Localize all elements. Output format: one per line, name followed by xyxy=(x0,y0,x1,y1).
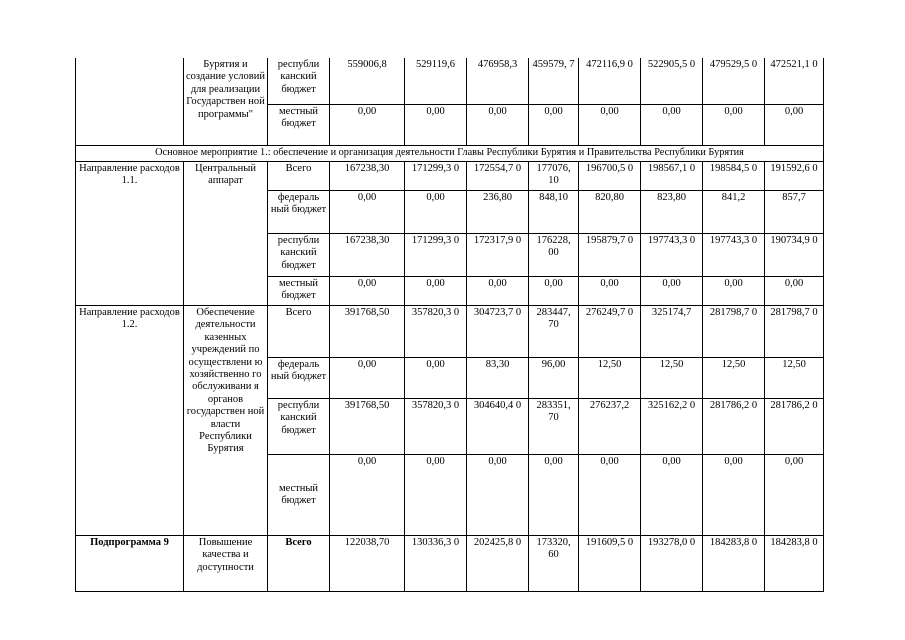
cell-value: 472521,1 0 xyxy=(765,58,824,105)
cell-value: 190734,9 0 xyxy=(765,234,824,277)
cell-budget: Всего xyxy=(268,162,330,191)
cell-value: 176228, 00 xyxy=(529,234,579,277)
cell-value: 325174,7 xyxy=(641,306,703,358)
cell-value: 167238,30 xyxy=(330,234,405,277)
cell-value: 0,00 xyxy=(330,358,405,399)
cell-value: 0,00 xyxy=(467,455,529,536)
cell-value: 0,00 xyxy=(405,277,467,306)
cell-value: 0,00 xyxy=(405,455,467,536)
cell-description: Повышение качества и доступности xyxy=(184,536,268,592)
cell-direction: Направление расходов 1.1. xyxy=(76,162,184,306)
cell-budget: федераль ный бюджет xyxy=(268,358,330,399)
cell-value: 559006,8 xyxy=(330,58,405,105)
cell-value: 281786,2 0 xyxy=(765,399,824,455)
cell-value: 184283,8 0 xyxy=(765,536,824,592)
cell-value: 848,10 xyxy=(529,191,579,234)
cell-value: 0,00 xyxy=(579,455,641,536)
cell-value: 0,00 xyxy=(641,277,703,306)
cell-budget: Всего xyxy=(268,536,330,592)
cell-value: 0,00 xyxy=(529,277,579,306)
section-row xyxy=(76,146,824,162)
cell-value: 522905,5 0 xyxy=(641,58,703,105)
cell-value: 0,00 xyxy=(765,455,824,536)
cell-description: Центральный аппарат xyxy=(184,162,268,306)
cell-value: 0,00 xyxy=(529,105,579,146)
cell-budget: Всего xyxy=(268,306,330,358)
cell-value: 479529,5 0 xyxy=(703,58,765,105)
cell-value: 0,00 xyxy=(467,277,529,306)
cell-value: 304640,4 0 xyxy=(467,399,529,455)
cell-value: 0,00 xyxy=(405,105,467,146)
cell-value: 12,50 xyxy=(765,358,824,399)
cell-budget: местный бюджет xyxy=(268,105,330,146)
cell-value: 12,50 xyxy=(703,358,765,399)
cell-value: 173320, 60 xyxy=(529,536,579,592)
cell-value: 12,50 xyxy=(641,358,703,399)
cell-value: 197743,3 0 xyxy=(703,234,765,277)
cell-value: 0,00 xyxy=(703,277,765,306)
cell-value: 823,80 xyxy=(641,191,703,234)
cell-value: 0,00 xyxy=(765,105,824,146)
table-row xyxy=(76,162,824,191)
cell-value: 391768,50 xyxy=(330,306,405,358)
cell-value: 459579, 7 xyxy=(529,58,579,105)
cell-value: 177076, 10 xyxy=(529,162,579,191)
cell-value: 198584,5 0 xyxy=(703,162,765,191)
cell-value: 304723,7 0 xyxy=(467,306,529,358)
cell-value: 0,00 xyxy=(579,277,641,306)
cell-value: 0,00 xyxy=(330,191,405,234)
cell-value: 857,7 xyxy=(765,191,824,234)
cell-value: 184283,8 0 xyxy=(703,536,765,592)
cell-value: 281798,7 0 xyxy=(703,306,765,358)
cell-value: 0,00 xyxy=(529,455,579,536)
cell-value: 0,00 xyxy=(579,105,641,146)
section-title: Основное мероприятие 1.: обеспечение и организация деятельности Главы Республики Бурятия и Правительства Республики Бурятия xyxy=(76,146,824,162)
cell-value: 391768,50 xyxy=(330,399,405,455)
cell-value: 171299,3 0 xyxy=(405,162,467,191)
cell-value: 202425,8 0 xyxy=(467,536,529,592)
cell-value: 197743,3 0 xyxy=(641,234,703,277)
table-row xyxy=(76,306,824,358)
cell-value: 0,00 xyxy=(405,358,467,399)
cell-value: 357820,3 0 xyxy=(405,399,467,455)
cell-value: 195879,7 0 xyxy=(579,234,641,277)
cell-value: 0,00 xyxy=(765,277,824,306)
budget-table xyxy=(75,58,824,592)
cell-budget: местный бюджет xyxy=(268,455,330,536)
cell-value: 172317,9 0 xyxy=(467,234,529,277)
cell-value: 12,50 xyxy=(579,358,641,399)
cell-empty xyxy=(76,58,184,146)
cell-budget: республи канский бюджет xyxy=(268,234,330,277)
cell-value: 276249,7 0 xyxy=(579,306,641,358)
cell-value: 130336,3 0 xyxy=(405,536,467,592)
cell-value: 198567,1 0 xyxy=(641,162,703,191)
cell-value: 191592,6 0 xyxy=(765,162,824,191)
cell-value: 325162,2 0 xyxy=(641,399,703,455)
cell-value: 236,80 xyxy=(467,191,529,234)
cell-value: 0,00 xyxy=(703,105,765,146)
cell-value: 841,2 xyxy=(703,191,765,234)
cell-value: 96,00 xyxy=(529,358,579,399)
cell-value: 276237,2 xyxy=(579,399,641,455)
cell-value: 0,00 xyxy=(641,455,703,536)
cell-value: 0,00 xyxy=(405,191,467,234)
cell-direction: Направление расходов 1.2. xyxy=(76,306,184,536)
cell-description: Бурятия и создание условий для реализации Государствен ной программы" xyxy=(184,58,268,146)
cell-budget: федераль ный бюджет xyxy=(268,191,330,234)
cell-value: 0,00 xyxy=(330,455,405,536)
cell-value: 122038,70 xyxy=(330,536,405,592)
cell-value: 0,00 xyxy=(467,105,529,146)
cell-value: 193278,0 0 xyxy=(641,536,703,592)
cell-value: 0,00 xyxy=(330,105,405,146)
cell-value: 281798,7 0 xyxy=(765,306,824,358)
cell-value: 820,80 xyxy=(579,191,641,234)
cell-value: 0,00 xyxy=(641,105,703,146)
cell-value: 0,00 xyxy=(703,455,765,536)
cell-value: 476958,3 xyxy=(467,58,529,105)
cell-value: 167238,30 xyxy=(330,162,405,191)
cell-value: 0,00 xyxy=(330,277,405,306)
table-row xyxy=(76,58,824,105)
cell-value: 171299,3 0 xyxy=(405,234,467,277)
cell-value: 357820,3 0 xyxy=(405,306,467,358)
cell-value: 191609,5 0 xyxy=(579,536,641,592)
cell-value: 172554,7 0 xyxy=(467,162,529,191)
cell-budget: республи канский бюджет xyxy=(268,58,330,105)
cell-description: Обеспечение деятельности казенных учреждений по осуществлени ю хозяйственно го обслуживани я органов государствен ной власти Республики Бурятия xyxy=(184,306,268,536)
cell-budget: местный бюджет xyxy=(268,277,330,306)
cell-value: 283447, 70 xyxy=(529,306,579,358)
cell-value: 83,30 xyxy=(467,358,529,399)
cell-budget: республи канский бюджет xyxy=(268,399,330,455)
cell-subprogram: Подпрограмма 9 xyxy=(76,536,184,592)
table-row xyxy=(76,536,824,592)
cell-value: 281786,2 0 xyxy=(703,399,765,455)
cell-value: 472116,9 0 xyxy=(579,58,641,105)
cell-value: 529119,6 xyxy=(405,58,467,105)
cell-value: 196700,5 0 xyxy=(579,162,641,191)
cell-value: 283351, 70 xyxy=(529,399,579,455)
